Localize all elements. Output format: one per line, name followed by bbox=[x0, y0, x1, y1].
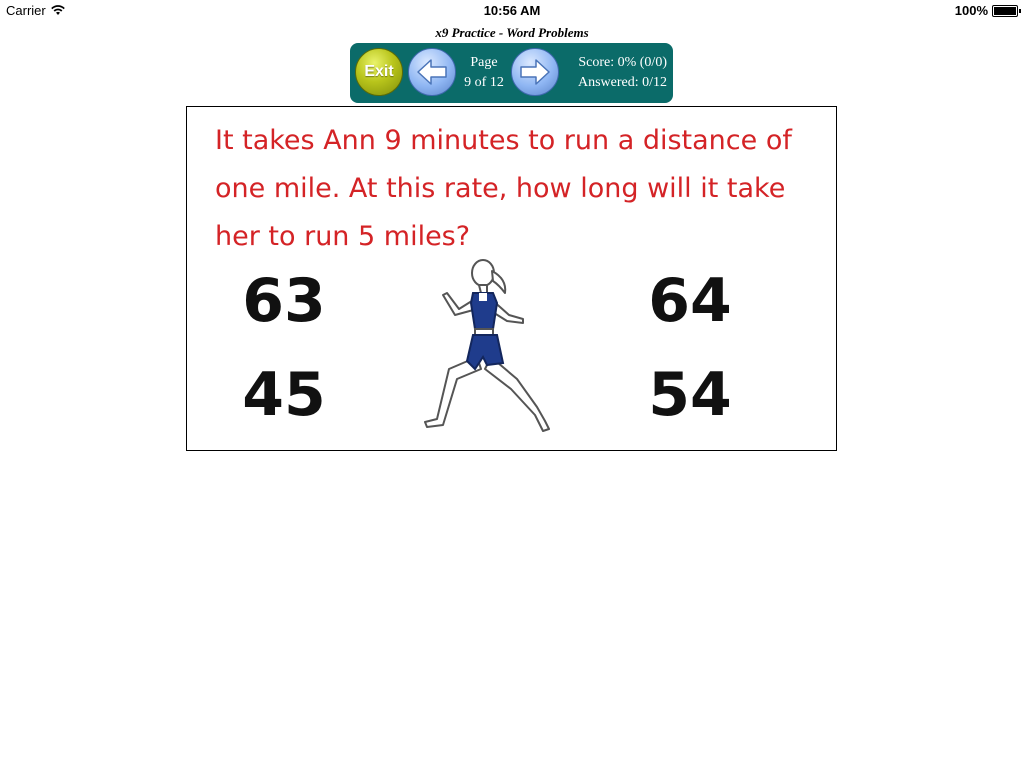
answer-option[interactable]: 54 bbox=[648, 360, 732, 430]
answer-option[interactable]: 45 bbox=[242, 360, 326, 430]
score-block bbox=[578, 53, 667, 93]
exit-button-label: Exit bbox=[364, 63, 394, 80]
question-text: It takes Ann 9 minutes to run a distance of one mile. At this rate, how long will it take her to run 5 miles? bbox=[215, 125, 792, 252]
page-indicator bbox=[458, 53, 510, 93]
answer-option[interactable]: 63 bbox=[242, 266, 326, 336]
question-card bbox=[186, 106, 837, 451]
arrow-right-icon bbox=[519, 58, 551, 86]
status-bar bbox=[0, 0, 1024, 22]
page-label: Page bbox=[470, 55, 498, 70]
answer-option[interactable]: 64 bbox=[648, 266, 732, 336]
next-page-button[interactable] bbox=[511, 48, 559, 96]
running-woman-icon bbox=[419, 257, 569, 432]
status-right bbox=[955, 3, 1018, 18]
battery-percentage: 100% bbox=[954, 3, 988, 18]
exit-button[interactable] bbox=[355, 48, 403, 96]
navigation-toolbar bbox=[350, 43, 673, 103]
score-text: Score: 0% (0/0) bbox=[578, 55, 667, 70]
answered-text: Answered: 0/12 bbox=[577, 75, 667, 90]
app-title: x9 Practice - Word Problems bbox=[435, 25, 589, 40]
battery-icon bbox=[992, 5, 1018, 17]
carrier-label: Carrier bbox=[6, 3, 46, 18]
previous-page-button[interactable] bbox=[408, 48, 456, 96]
page-value: 9 of 12 bbox=[464, 75, 504, 90]
arrow-left-icon bbox=[416, 58, 448, 86]
status-time: 10:56 AM bbox=[483, 3, 541, 18]
